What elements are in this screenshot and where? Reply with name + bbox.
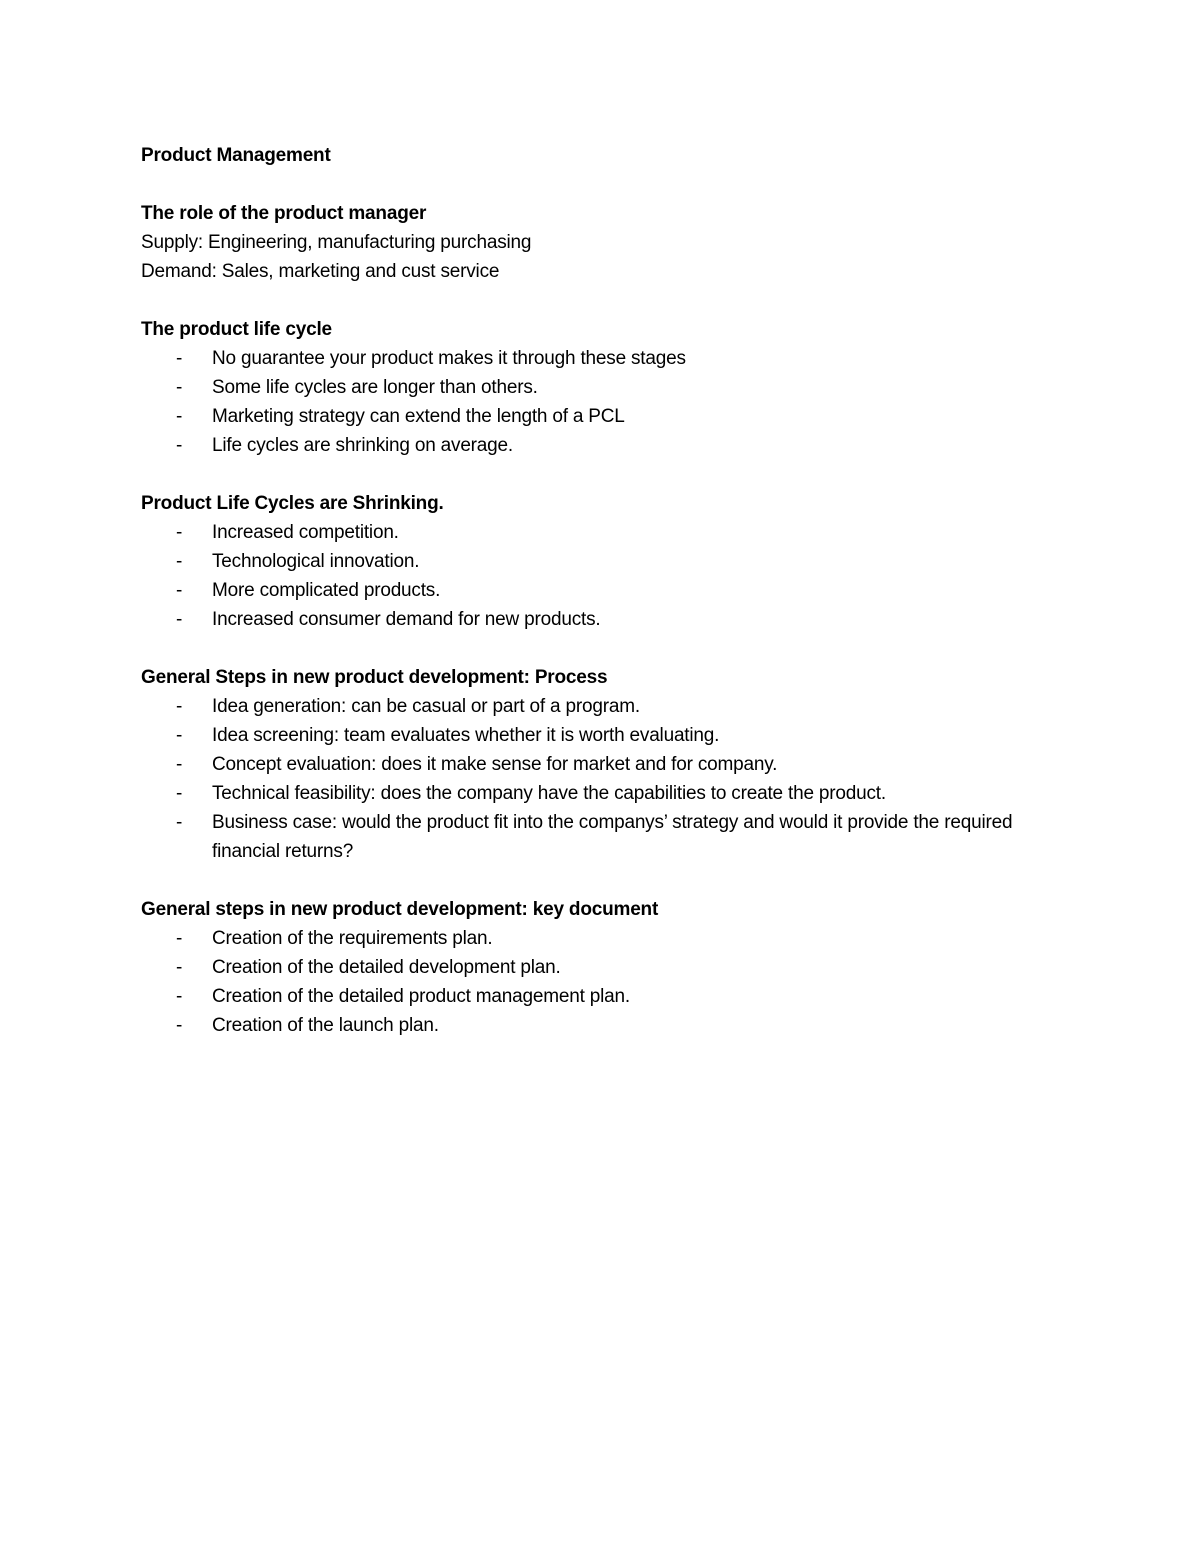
list-item xyxy=(141,953,1061,982)
list-item xyxy=(141,721,1061,750)
list-item-text: Creation of the launch plan. xyxy=(212,1015,439,1036)
section-heading: The role of the product manager xyxy=(141,203,427,224)
list-item-text: Idea generation: can be casual or part of a program. xyxy=(212,696,640,717)
list-item-text: Some life cycles are longer than others. xyxy=(212,377,538,398)
bullet-list xyxy=(141,692,1061,866)
list-item-text: No guarantee your product makes it through these stages xyxy=(212,348,686,369)
list-item xyxy=(141,1011,1061,1040)
document-body xyxy=(141,141,1061,1040)
dash-bullet: - xyxy=(176,1015,183,1036)
list-item xyxy=(141,576,1061,605)
bullet-list xyxy=(141,518,1061,634)
list-item-text: Increased competition. xyxy=(212,522,399,543)
list-item xyxy=(141,431,1061,460)
list-item-text: Creation of the detailed development plan. xyxy=(212,957,561,978)
dash-bullet: - xyxy=(176,522,183,543)
list-item-text: More complicated products. xyxy=(212,580,441,601)
list-item-text: Increased consumer demand for new products. xyxy=(212,609,601,630)
list-item-text: Life cycles are shrinking on average. xyxy=(212,435,513,456)
section-product-life-cycle xyxy=(141,315,1061,460)
spacer xyxy=(141,866,1061,895)
dash-bullet: - xyxy=(176,435,183,456)
section-life-cycles-shrinking xyxy=(141,489,1061,634)
list-item xyxy=(141,605,1061,634)
list-item xyxy=(141,344,1061,373)
section-heading: General steps in new product development: key document xyxy=(141,899,659,920)
list-item xyxy=(141,924,1061,953)
list-item-text: Technical feasibility: does the company have the capabilities to create the product. xyxy=(212,783,886,804)
dash-bullet: - xyxy=(176,928,183,949)
section-heading: The product life cycle xyxy=(141,319,332,340)
dash-bullet: - xyxy=(176,348,183,369)
list-item xyxy=(141,547,1061,576)
section-heading: General Steps in new product development: Process xyxy=(141,667,608,688)
list-item-text: Business case: would the product fit into the companys’ strategy and would it provide the required financial returns? xyxy=(212,812,1013,862)
dash-bullet: - xyxy=(176,551,183,572)
dash-bullet: - xyxy=(176,580,183,601)
list-item xyxy=(141,779,1061,808)
section-heading: Product Life Cycles are Shrinking. xyxy=(141,493,444,514)
list-item-text: Technological innovation. xyxy=(212,551,420,572)
bullet-list xyxy=(141,924,1061,1040)
section-role-of-product-manager xyxy=(141,199,1061,286)
dash-bullet: - xyxy=(176,783,183,804)
spacer xyxy=(141,634,1061,663)
dash-bullet: - xyxy=(176,696,183,717)
document-title: Product Management xyxy=(141,145,331,166)
spacer xyxy=(141,170,1061,199)
list-item-text: Idea screening: team evaluates whether it is worth evaluating. xyxy=(212,725,720,746)
dash-bullet: - xyxy=(176,406,183,427)
section-line: Supply: Engineering, manufacturing purchasing xyxy=(141,232,532,253)
list-item xyxy=(141,402,1061,431)
spacer xyxy=(141,460,1061,489)
list-item-text: Creation of the requirements plan. xyxy=(212,928,493,949)
list-item xyxy=(141,518,1061,547)
list-item-text: Creation of the detailed product management plan. xyxy=(212,986,630,1007)
spacer xyxy=(141,286,1061,315)
dash-bullet: - xyxy=(176,754,183,775)
dash-bullet: - xyxy=(176,377,183,398)
list-item-text: Marketing strategy can extend the length of a PCL xyxy=(212,406,625,427)
list-item xyxy=(141,750,1061,779)
dash-bullet: - xyxy=(176,609,183,630)
dash-bullet: - xyxy=(176,957,183,978)
section-new-product-process xyxy=(141,663,1061,866)
list-item xyxy=(141,982,1061,1011)
list-item xyxy=(141,373,1061,402)
dash-bullet: - xyxy=(176,812,183,833)
bullet-list xyxy=(141,344,1061,460)
dash-bullet: - xyxy=(176,725,183,746)
section-line: Demand: Sales, marketing and cust service xyxy=(141,261,500,282)
list-item-text: Concept evaluation: does it make sense for market and for company. xyxy=(212,754,778,775)
section-new-product-key-document xyxy=(141,895,1061,1040)
list-item xyxy=(141,692,1061,721)
dash-bullet: - xyxy=(176,986,183,1007)
list-item xyxy=(141,808,1061,866)
